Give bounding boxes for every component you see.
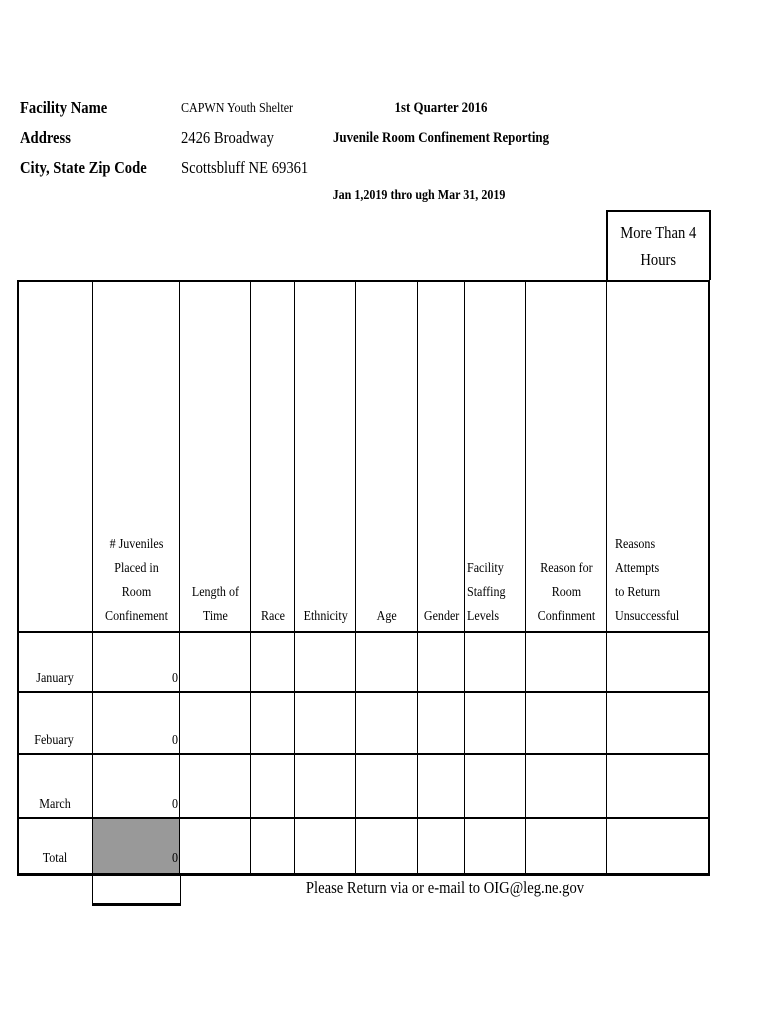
quarter-title: 1st Quarter 2016 [394, 100, 488, 116]
col-header-length: Length of Time [191, 585, 240, 624]
col-header-ethnicity: Ethnicity [303, 609, 348, 624]
return-instructions: Please Return via or e-mail to OIG@leg.ne.gov [305, 878, 585, 897]
col-header-unsuccessful: Reasons Attempts to Return Unsuccessful [615, 537, 680, 624]
facility-name-label: Facility Name [20, 98, 108, 117]
col-header-age: Age [376, 609, 398, 624]
col-line-0 [17, 280, 19, 876]
col-header-reason: Reason for Room Confinment [537, 561, 596, 624]
address-value: 2426 Broadway [181, 128, 274, 147]
row-label-march: March [39, 797, 71, 812]
juveniles-march: 0 [171, 797, 178, 812]
juveniles-febuary: 0 [171, 733, 178, 748]
juveniles-total: 0 [171, 851, 178, 866]
report-title: Juvenile Room Confinement Reporting [332, 130, 550, 146]
juveniles-january: 0 [171, 671, 178, 686]
col-header-race: Race [260, 609, 286, 624]
address-label: Address [20, 128, 71, 147]
city-state-zip-label: City, State Zip Code [20, 158, 147, 177]
row-label-january: January [36, 671, 74, 686]
city-state-zip-value: Scottsbluff NE 69361 [181, 158, 309, 177]
signature-box [92, 876, 181, 905]
col-header-gender: Gender [423, 609, 460, 624]
more-than-4-hours-header [606, 210, 711, 280]
col-header-juveniles: # Juveniles Placed in Room Confinement [105, 537, 168, 624]
facility-name-value: CAPWN Youth Shelter [181, 101, 294, 116]
signature-box-underline [92, 903, 181, 906]
row-label-febuary: Febuary [34, 733, 74, 748]
reporting-period: Jan 1,2019 thro ugh Mar 31, 2019 [332, 188, 506, 203]
row-label-total: Total [42, 851, 68, 866]
more-than-4-hours-label: More Than 4 Hours [620, 223, 697, 269]
col-header-staffing: Facility Staffing Levels [467, 561, 506, 624]
